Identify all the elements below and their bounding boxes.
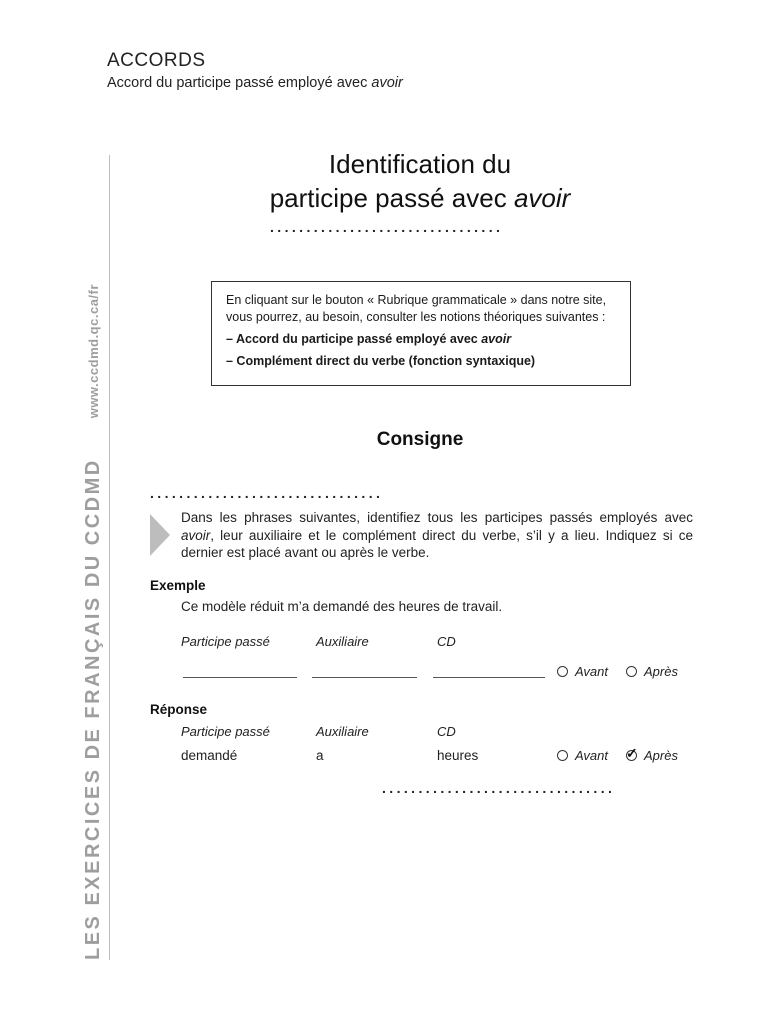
title-line-2-italic: avoir [513,183,571,213]
instructions-prefix: Dans les phrases suivantes, identifiez tous les participes passés employés avec [181,510,693,525]
answer-col-participe: Participe passé [181,724,270,739]
example-option-avant[interactable] [557,664,608,679]
auxiliaire-blank[interactable] [312,677,417,678]
example-option-apres-label: Après [644,664,678,679]
answer-option-apres[interactable] [626,745,678,763]
site-url: www.ccdmd.qc.ca/fr [85,284,101,419]
example-sentence: Ce modèle réduit m’a demandé des heures de travail. [181,599,503,614]
info-item-complement: – Complément direct du verbe (fonction syntaxique) [226,354,536,368]
answer-col-cd: CD [437,724,456,739]
answer-col-auxiliaire: Auxiliaire [316,724,369,739]
info-box [211,281,631,386]
page-title [180,147,660,215]
title-line-1: Identification du [328,149,512,179]
instructions-text [181,509,693,562]
series-name: LES EXERCICES DE FRANÇAIS DU CCDMD [81,458,104,960]
section-subtitle [107,75,403,91]
example-col-participe: Participe passé [181,634,270,649]
title-dotted-rule: ................................ [270,222,504,232]
radio-icon[interactable] [557,750,568,761]
title-line-2-text: participe passé avec [269,183,514,213]
info-intro: En cliquant sur le bouton « Rubrique grammaticale » dans notre site, vous pourrez, au besoin, consulter les notions théoriques suivantes : [226,293,607,324]
example-label: Exemple [150,578,206,593]
radio-checked-icon[interactable] [626,745,638,761]
example-option-avant-label: Avant [575,664,609,679]
answer-option-avant-label: Avant [575,748,609,763]
participe-blank[interactable] [183,677,297,678]
section-subtitle-italic: avoir [371,75,403,91]
consigne-heading: Consigne [376,429,464,450]
info-item-accord-italic: avoir [481,332,512,346]
example-col-auxiliaire: Auxiliaire [316,634,369,649]
answer-participe: demandé [181,748,238,763]
end-dotted-rule: ................................ [382,783,616,793]
radio-icon[interactable] [557,666,568,677]
answer-auxiliaire: a [316,748,324,763]
check-icon: ✓ [626,745,638,761]
section-subtitle-text: Accord du participe passé employé avec [107,75,372,91]
radio-icon[interactable] [626,666,637,677]
example-option-apres[interactable] [626,664,678,679]
instructions-italic: avoir [181,527,211,543]
info-item-accord [226,331,616,348]
info-item-accord-text: – Accord du participe passé employé avec [226,332,482,346]
instructions-suffix: , leur auxiliaire et le complément direct du verbe, s’il y a lieu. Indiquez si ce dernier est placé avant ou après le verbe. [181,527,693,560]
answer-option-avant[interactable] [557,748,608,763]
cd-blank[interactable] [433,677,545,678]
arrow-icon [150,514,170,556]
answer-cd: heures [437,748,479,763]
answer-option-apres-label: Après [644,748,678,763]
section-title: ACCORDS [107,50,206,71]
answer-label: Réponse [150,702,208,717]
consigne-dotted-rule: ................................ [150,488,384,498]
example-col-cd: CD [437,634,456,649]
side-divider [109,155,110,960]
side-banner [78,155,108,960]
title-line-2 [180,181,660,215]
